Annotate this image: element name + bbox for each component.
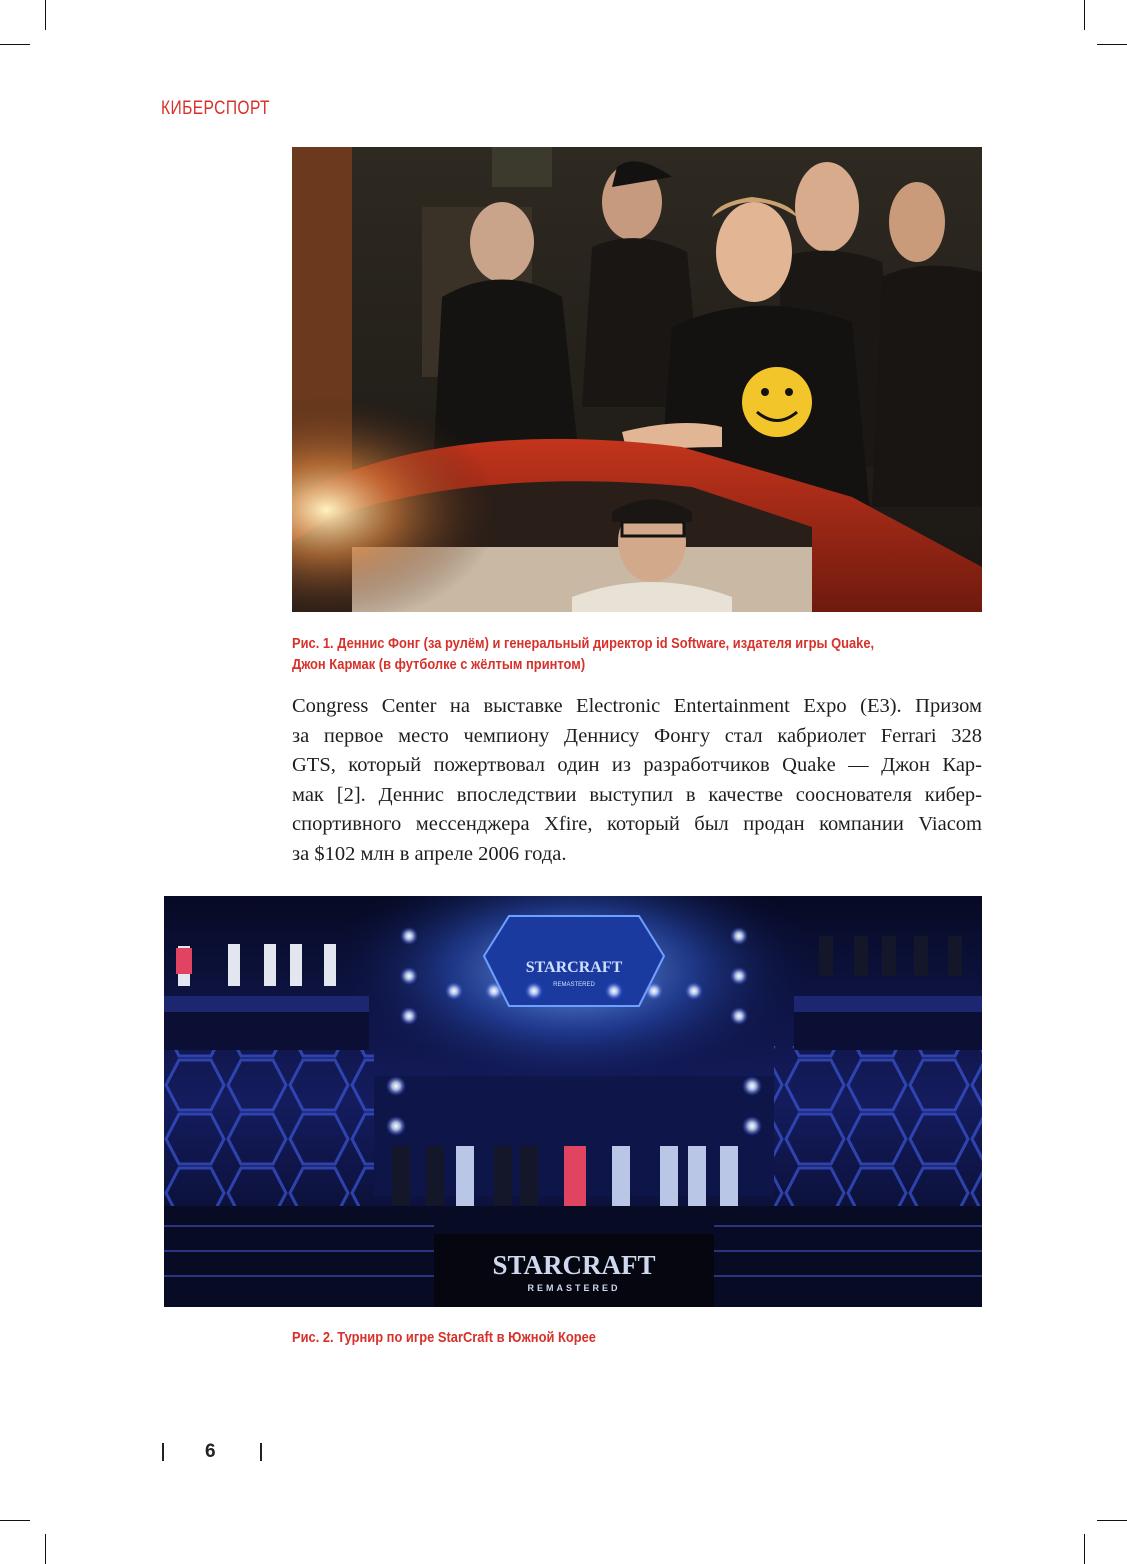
figure-2-caption: Рис. 2. Турнир по игре StarCraft в Южной Корее <box>292 1329 596 1346</box>
crop-mark <box>1084 1534 1085 1564</box>
starcraft-logo-top-sub: REMASTERED <box>553 982 595 988</box>
crop-mark <box>1097 44 1127 45</box>
crop-mark <box>0 1520 30 1521</box>
crop-mark <box>1097 1520 1127 1521</box>
figure-1-photo <box>292 147 982 612</box>
crop-mark <box>45 1534 46 1564</box>
crop-mark <box>0 44 30 45</box>
body-line: за $102 млн в апреле 2006 года. <box>292 842 567 865</box>
figure-1-caption-line-2: Джон Кармак (в футболке с жёлтым принтом) <box>292 656 586 673</box>
body-line: за первое место чемпиону Деннису Фонгу стал кабриолет Ferrari 328 <box>292 724 982 747</box>
running-head: КИБЕРСПОРТ <box>161 98 270 119</box>
body-line: спортивного мессенджера Xfire, который был продан компании Viacom <box>292 813 982 835</box>
body-line: GTS, который пожертвовал один из разработчиков Quake — Джон Кар- <box>292 754 982 776</box>
body-line: мак [2]. Деннис впоследствии выступил в качестве сооснователя кибер- <box>292 783 982 806</box>
body-paragraph <box>292 692 982 869</box>
crop-mark <box>45 0 46 30</box>
page-number: 6 <box>205 1441 216 1462</box>
body-line: Congress Center на выставке Electronic Entertainment Expo (E3). Призом <box>292 695 982 717</box>
figure-1-caption-line-1: Рис. 1. Деннис Фонг (за рулём) и генеральный директор id Software, издателя игры Quake, <box>292 635 875 652</box>
starcraft-logo-stage-sub: REMASTERED <box>527 1283 621 1293</box>
folio-bar-right <box>260 1443 262 1461</box>
crop-mark <box>1084 0 1085 30</box>
figure-2-photo <box>164 896 982 1307</box>
folio-bar-left <box>162 1443 164 1461</box>
starcraft-logo-top: STARCRAFT <box>525 959 623 976</box>
starcraft-logo-stage: STARCRAFT <box>492 1250 656 1280</box>
